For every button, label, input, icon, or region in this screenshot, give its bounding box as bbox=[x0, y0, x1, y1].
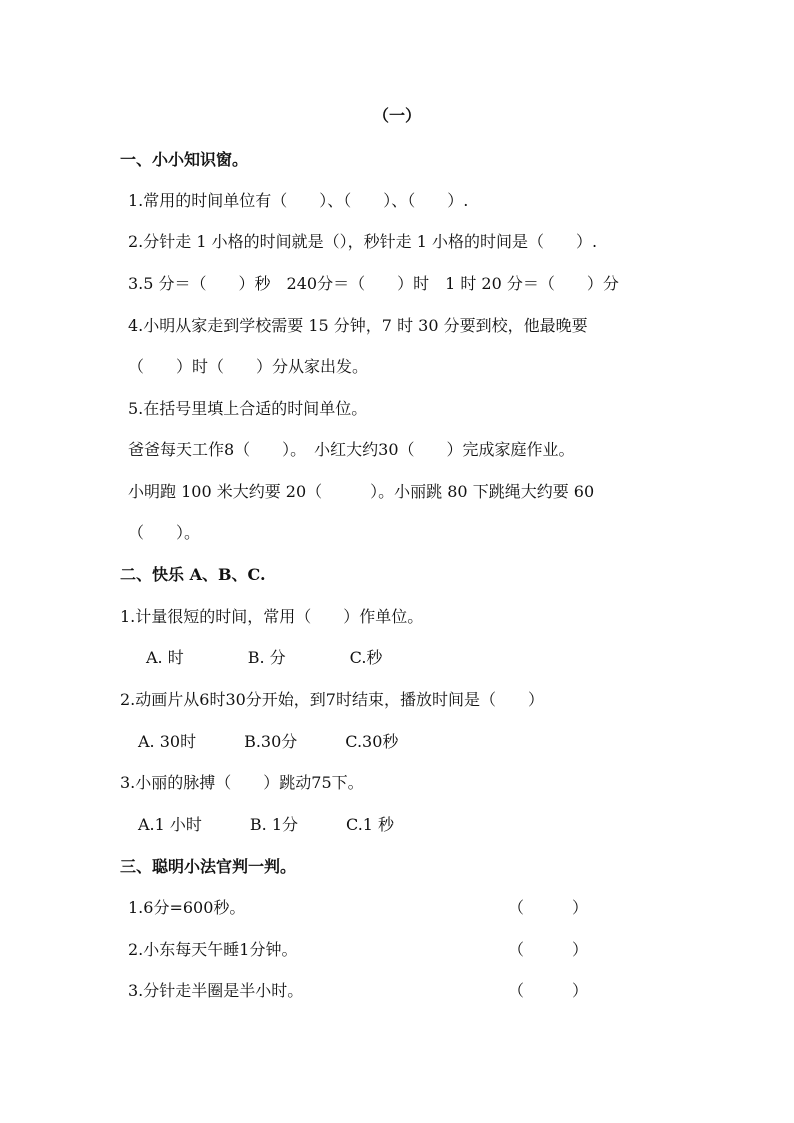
s3-item-1-text: 1.6分=600秒。 bbox=[128, 898, 246, 917]
s3-item-3-answer-bracket: （ ） bbox=[508, 981, 589, 1000]
s2-question-2: 2.动画片从6时30分开始，到7时结束，播放时间是（ ） bbox=[120, 690, 544, 709]
section-3-heading: 三、聪明小法官判一判。 bbox=[120, 857, 297, 876]
s1-question-5-line-3: （ ）。 bbox=[128, 523, 201, 542]
section-1-heading: 一、小小知识窗。 bbox=[120, 150, 249, 169]
s3-item-2-answer-bracket: （ ） bbox=[508, 940, 589, 959]
s1-question-5-line-1: 爸爸每天工作8（ ）。 小红大约30（ ）完成家庭作业。 bbox=[128, 440, 575, 459]
s3-item-3-text: 3.分针走半圈是半小时。 bbox=[128, 981, 304, 1000]
s1-question-5-line-2: 小明跑 100 米大约要 20（ ）。小丽跳 80 下跳绳大约要 60 bbox=[128, 482, 595, 501]
s2-question-1: 1.计量很短的时间，常用（ ）作单位。 bbox=[120, 607, 424, 626]
s2-question-2-options: A. 30时 B.30分 C.30秒 bbox=[138, 732, 399, 751]
s3-item-2-text: 2.小东每天午睡1分钟。 bbox=[128, 940, 298, 959]
s1-question-4-line-1: 4.小明从家走到学校需要 15 分钟，7 时 30 分要到校，他最晚要 bbox=[128, 316, 588, 335]
s2-question-1-options: A. 时 B. 分 C.秒 bbox=[146, 648, 383, 667]
s2-question-3: 3.小丽的脉搏（ ）跳动75下。 bbox=[120, 773, 364, 792]
s1-question-3: 3.5 分＝（ ）秒 240分＝（ ）时 1 时 20 分＝（ ）分 bbox=[128, 274, 619, 293]
s1-question-4-line-2: （ ）时（ ）分从家出发。 bbox=[128, 357, 369, 376]
s1-question-5-intro: 5.在括号里填上合适的时间单位。 bbox=[128, 399, 368, 418]
page-title: （一） bbox=[372, 106, 421, 125]
s1-question-1: 1.常用的时间单位有（ ）、（ ）、（ ）. bbox=[128, 191, 469, 210]
section-2-heading: 二、快乐 A、B、C. bbox=[120, 565, 266, 584]
s3-item-1-answer-bracket: （ ） bbox=[508, 898, 589, 917]
s2-question-3-options: A.1 小时 B. 1分 C.1 秒 bbox=[138, 815, 395, 834]
s1-question-2: 2.分针走 1 小格的时间就是（），秒针走 1 小格的时间是（ ）. bbox=[128, 232, 598, 251]
